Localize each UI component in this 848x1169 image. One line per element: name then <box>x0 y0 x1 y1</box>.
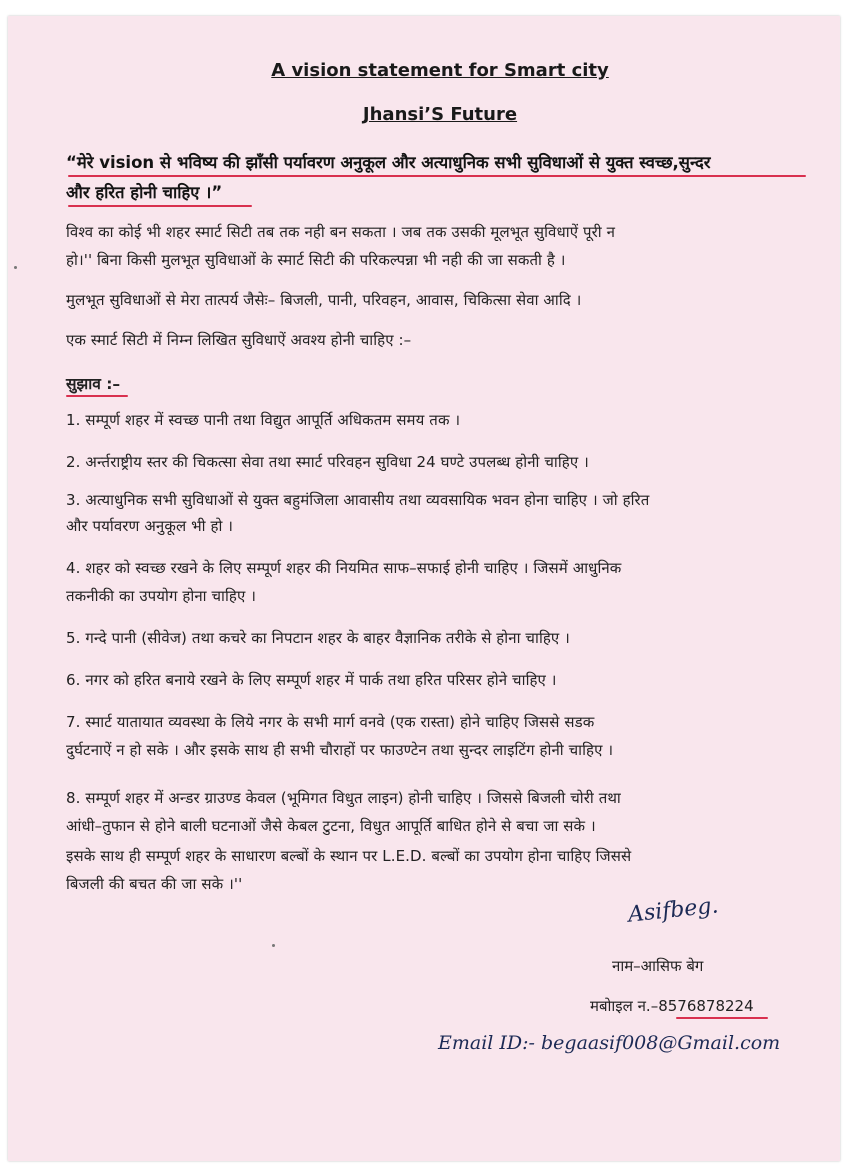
suggestions-heading: सुझाव :– <box>66 375 121 393</box>
vision-statement-line-2: और हरित होनी चाहिए ।” <box>66 183 223 202</box>
suggestion-2: 2. अर्न्तराष्ट्रीय स्तर की चिकत्सा सेवा तथा स्मार्ट परिवहन सुविधा 24 घण्टे उपलब्ध होनी चाहिए । <box>66 453 589 471</box>
vision-statement-line-1: “मेरे vision से भविष्य की झाँसी पर्यावरण अनुकूल और अत्याधुनिक सभी सुविधाओं से युक्त स्वच्छ,सुन्दर <box>66 153 711 172</box>
mobile-number: मबोाइल न.–8576878224 <box>590 997 754 1015</box>
scan-speck <box>272 944 275 947</box>
scan-speck <box>14 266 17 269</box>
intro-line-2: हो।'' बिना किसी मुलभूत सुविधाओं के स्मार्ट सिटी की परिकल्पन्ना भी नही की जा सकती है । <box>66 251 566 269</box>
email-address: Email ID:- begaasif008@Gmail.com <box>438 1032 781 1054</box>
intro-line-3: मुलभूत सुविधाओं से मेरा तात्पर्य जैसेः– बिजली, पानी, परिवहन, आवास, चिकित्सा सेवा आदि । <box>66 291 582 309</box>
suggestion-8-line-1: 8. सम्पूर्ण शहर में अन्डर ग्राउण्ड केवल (भूमिगत विधुत लाइन) होनी चाहिए । जिससे बिजली चोरी तथा <box>66 789 621 807</box>
handwritten-signature: Asifbeg. <box>626 893 720 928</box>
suggestion-1: 1. सम्पूर्ण शहर में स्वच्छ पानी तथा विद्युत आपूर्ति अधिकतम समय तक । <box>66 411 461 429</box>
suggestion-3-line-2: और पर्यावरण अनुकूल भी हो । <box>66 517 234 535</box>
suggestion-8-line-4: बिजली की बचत की जा सके ।'' <box>66 875 243 893</box>
vision-underline-2 <box>68 205 252 207</box>
heading-underline <box>66 395 128 397</box>
suggestion-7-line-1: 7. स्मार्ट यातायात व्यवस्था के लिये नगर के सभी मार्ग वनवे (एक रास्ता) होने चाहिए जिससे सडक <box>66 713 595 731</box>
suggestion-8-line-3: इसके साथ ही सम्पूर्ण शहर के साधारण बल्बों के स्थान पर L.E.D. बल्बों का उपयोग होना चाहिए जिससे <box>66 847 632 865</box>
document-subtitle: Jhansi’S Future <box>362 104 518 125</box>
document-title: A vision statement for Smart city <box>271 60 609 81</box>
suggestion-5: 5. गन्दे पानी (सीवेज) तथा कचरे का निपटान शहर के बाहर वैज्ञानिक तरीके से होना चाहिए । <box>66 629 570 647</box>
suggestion-7-line-2: दुर्घटनाऐं न हो सके । और इसके साथ ही सभी चौराहों पर फाउण्टेन तथा सुन्दर लाइटिंग होनी चाहिए । <box>66 741 614 759</box>
mobile-underline <box>676 1017 768 1019</box>
intro-line-1: विश्व का कोई भी शहर स्मार्ट सिटी तब तक नही बन सकता । जब तक उसकी मूलभूत सुविधाऐं पूरी न <box>66 223 615 241</box>
suggestion-3-line-1: 3. अत्याधुनिक सभी सुविधाओं से युक्त बहुमंजिला आवासीय तथा व्यवसायिक भवन होना चाहिए । जो हरित <box>66 491 650 509</box>
suggestion-4-line-1: 4. शहर को स्वच्छ रखने के लिए सम्पूर्ण शहर की नियमित साफ–सफाई होनी चाहिए । जिसमें आधुनिक <box>66 559 622 577</box>
intro-line-4: एक स्मार्ट सिटी में निम्न लिखित सुविधाऐं अवश्य होनी चाहिए :– <box>66 331 412 349</box>
author-name: नाम–आसिफ बेग <box>612 957 704 975</box>
suggestion-6: 6. नगर को हरित बनाये रखने के लिए सम्पूर्ण शहर में पार्क तथा हरित परिसर होने चाहिए । <box>66 671 557 689</box>
suggestion-8-line-2: आंधी–तुफान से होने बाली घटनाओं जैसे केबल टुटना, विधुत आपूर्ति बाधित होने से बचा जा सके । <box>66 817 596 835</box>
vision-underline-1 <box>68 175 806 177</box>
suggestion-4-line-2: तकनीकी का उपयोग होना चाहिए । <box>66 587 257 605</box>
